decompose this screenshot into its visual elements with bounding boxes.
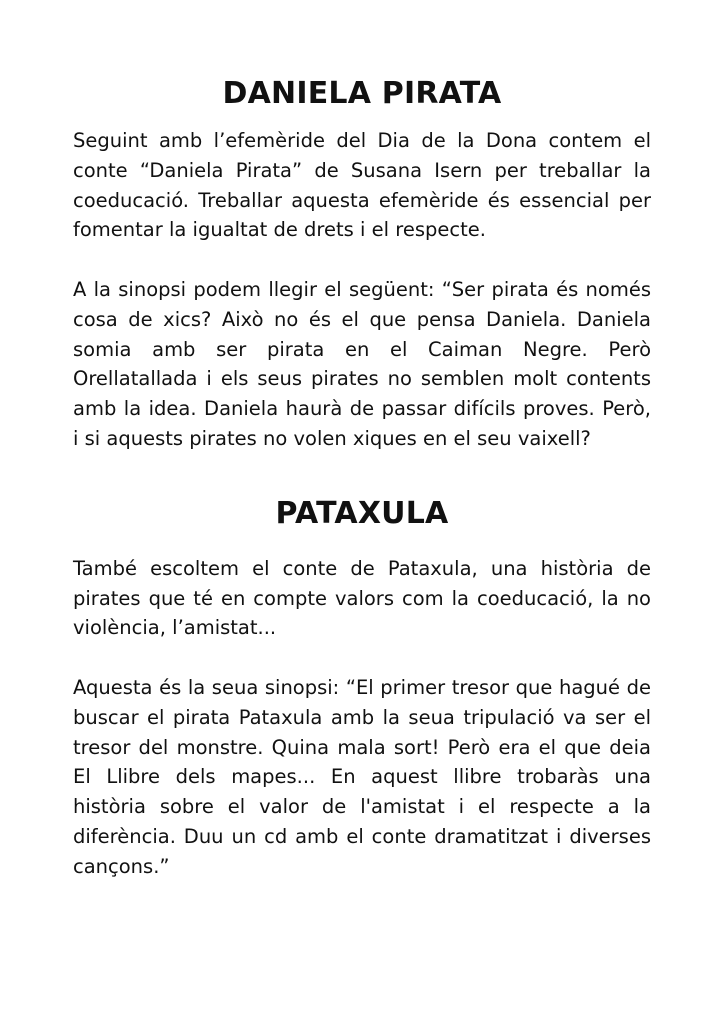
spacer — [73, 454, 651, 490]
paragraph-pataxula-synopsis: Aquesta és la seua sinopsi: “El primer tresor que hagué de buscar el pirata Pataxula amb la seua tripulació va ser el tresor del monstre. Quina mala sort! Però era el que deia El Llibre dels mapes... En aquest llibre trobaràs una història sobre el valor de l'amistat i el respecte a la diferència. Duu un cd amb el conte dramatitzat i diverses cançons.” — [73, 675, 651, 878]
section-title-pataxula: PATAXULA — [275, 495, 449, 531]
spacer — [73, 118, 651, 126]
document-page — [73, 70, 651, 882]
paragraph-daniela-intro: Seguint amb l’efemèride del Dia de la Dona contem el conte “Daniela Pirata” de Susana Isern per treballar la coeducació. Treballar aquesta efemèride és essencial per fomentar la igualtat de drets i el respecte. — [73, 129, 651, 242]
spacer — [73, 538, 651, 554]
spacer — [73, 245, 651, 275]
spacer — [73, 643, 651, 673]
paragraph-daniela-synopsis: A la sinopsi podem llegir el següent: “Ser pirata és només cosa de xics? Això no és el que pensa Daniela. Daniela somia amb ser pirata en el Caiman Negre. Però Orellatallada i els seus pirates no semblen molt contents amb la idea. Daniela haurà de passar difícils proves. Però, i si aquests pirates no volen xiques en el seu vaixell? — [73, 277, 651, 450]
paragraph-pataxula-intro: També escoltem el conte de Pataxula, una història de pirates que té en compte valors com la coeducació, la no violència, l’amistat... — [73, 556, 651, 640]
section-title-daniela-pirata: DANIELA PIRATA — [222, 76, 502, 111]
